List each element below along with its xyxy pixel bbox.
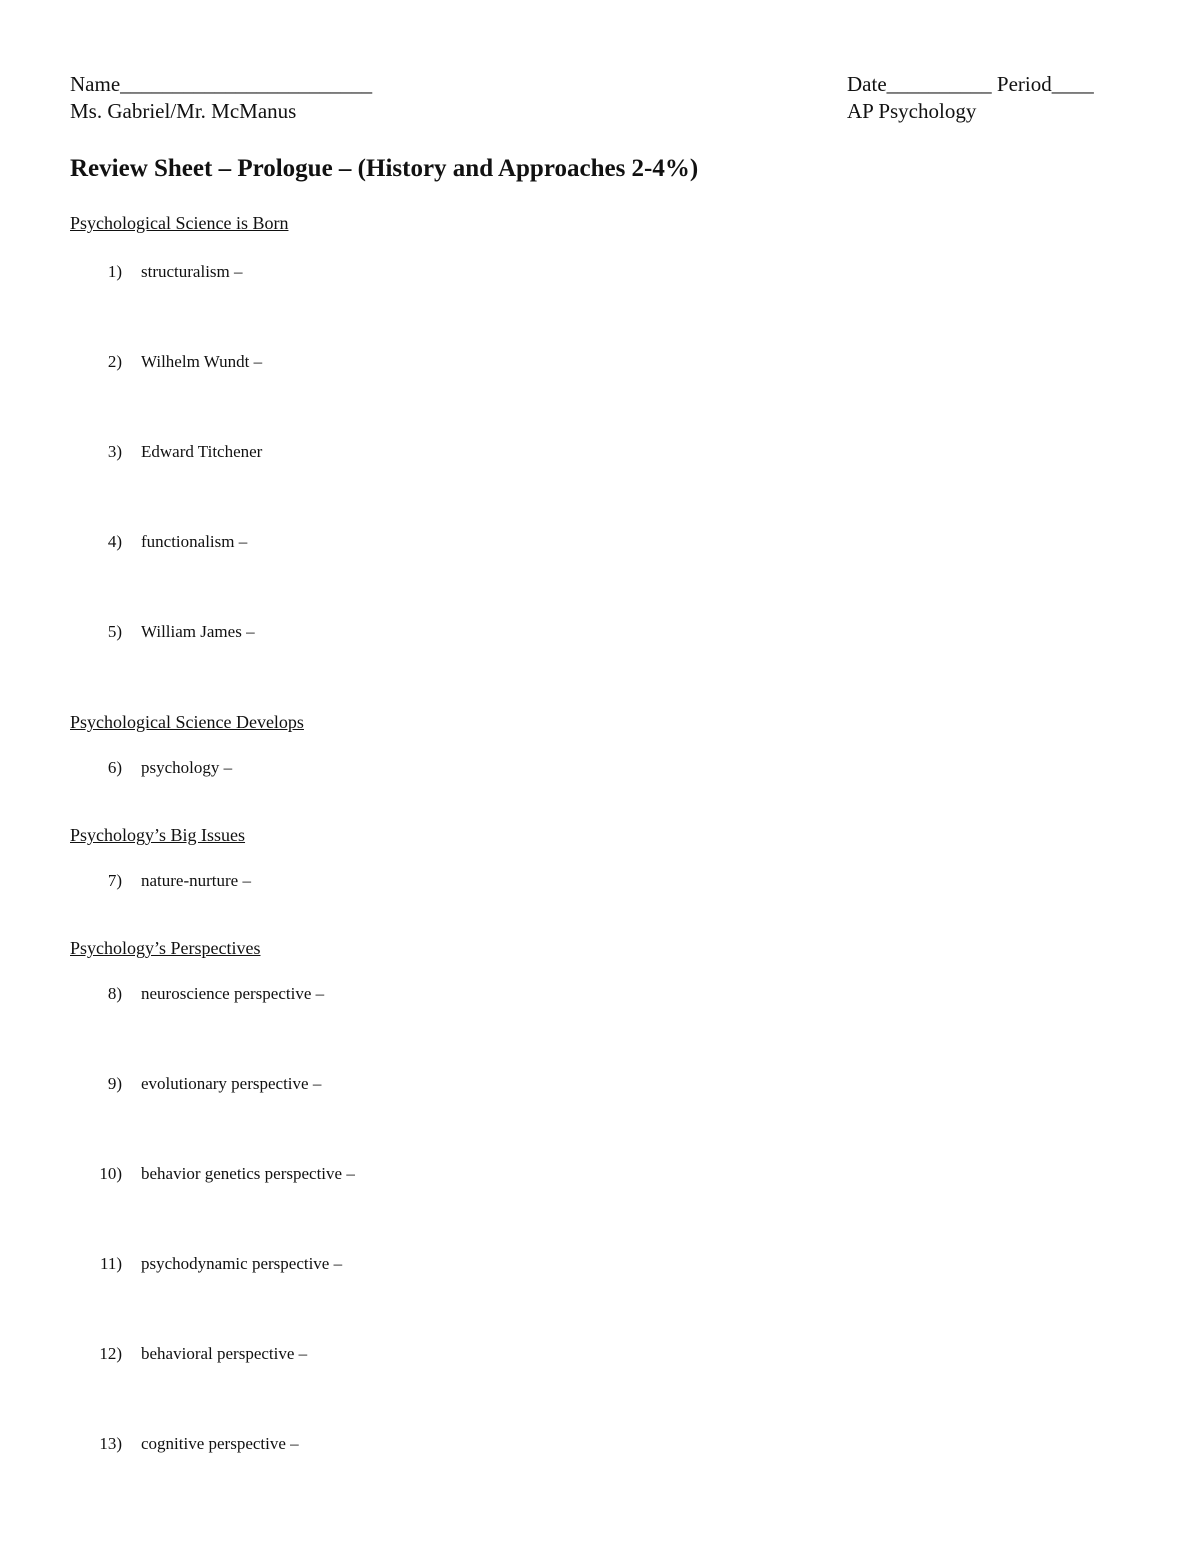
item-term: structuralism – [141,262,243,281]
item-number: 4) [107,532,122,551]
item-number: 1) [107,262,122,281]
item-number: 3) [107,442,122,461]
item-term: functionalism – [141,532,248,551]
item-number: 6) [107,758,122,777]
item-number: 10) [99,1164,122,1183]
item-term: cognitive perspective – [141,1434,299,1453]
item-term: evolutionary perspective – [141,1074,322,1093]
section-heading-born: Psychological Science is Born [70,213,289,233]
section-heading-big-issues: Psychology’s Big Issues [70,825,246,845]
item-number: 9) [107,1074,122,1093]
item-number: 11) [99,1254,122,1273]
section-heading-develops: Psychological Science Develops [70,712,304,732]
item-term: psychodynamic perspective – [141,1254,343,1273]
item-term: William James – [141,622,255,641]
item-term: Edward Titchener [141,442,263,461]
section-heading-perspectives: Psychology’s Perspectives [70,938,261,958]
item-number: 5) [107,622,122,641]
item-number: 12) [99,1344,122,1363]
page-title: Review Sheet – Prologue – (History and Approaches 2-4%) [70,155,699,182]
item-number: 7) [107,871,122,890]
item-term: psychology – [141,758,233,777]
item-number: 8) [107,984,122,1003]
item-term: Wilhelm Wundt – [141,352,263,371]
item-number: 2) [107,352,122,371]
item-term: neuroscience perspective – [141,984,325,1003]
item-term: behavioral perspective – [141,1344,308,1363]
item-term: nature-nurture – [141,871,251,890]
name-field-line: Name________________________ [70,72,373,96]
item-term: behavior genetics perspective – [141,1164,355,1183]
date-period-line: Date__________ Period____ [847,72,1094,96]
item-number: 13) [99,1434,122,1453]
course-label: AP Psychology [847,99,977,123]
teachers-label: Ms. Gabriel/Mr. McManus [70,99,297,123]
